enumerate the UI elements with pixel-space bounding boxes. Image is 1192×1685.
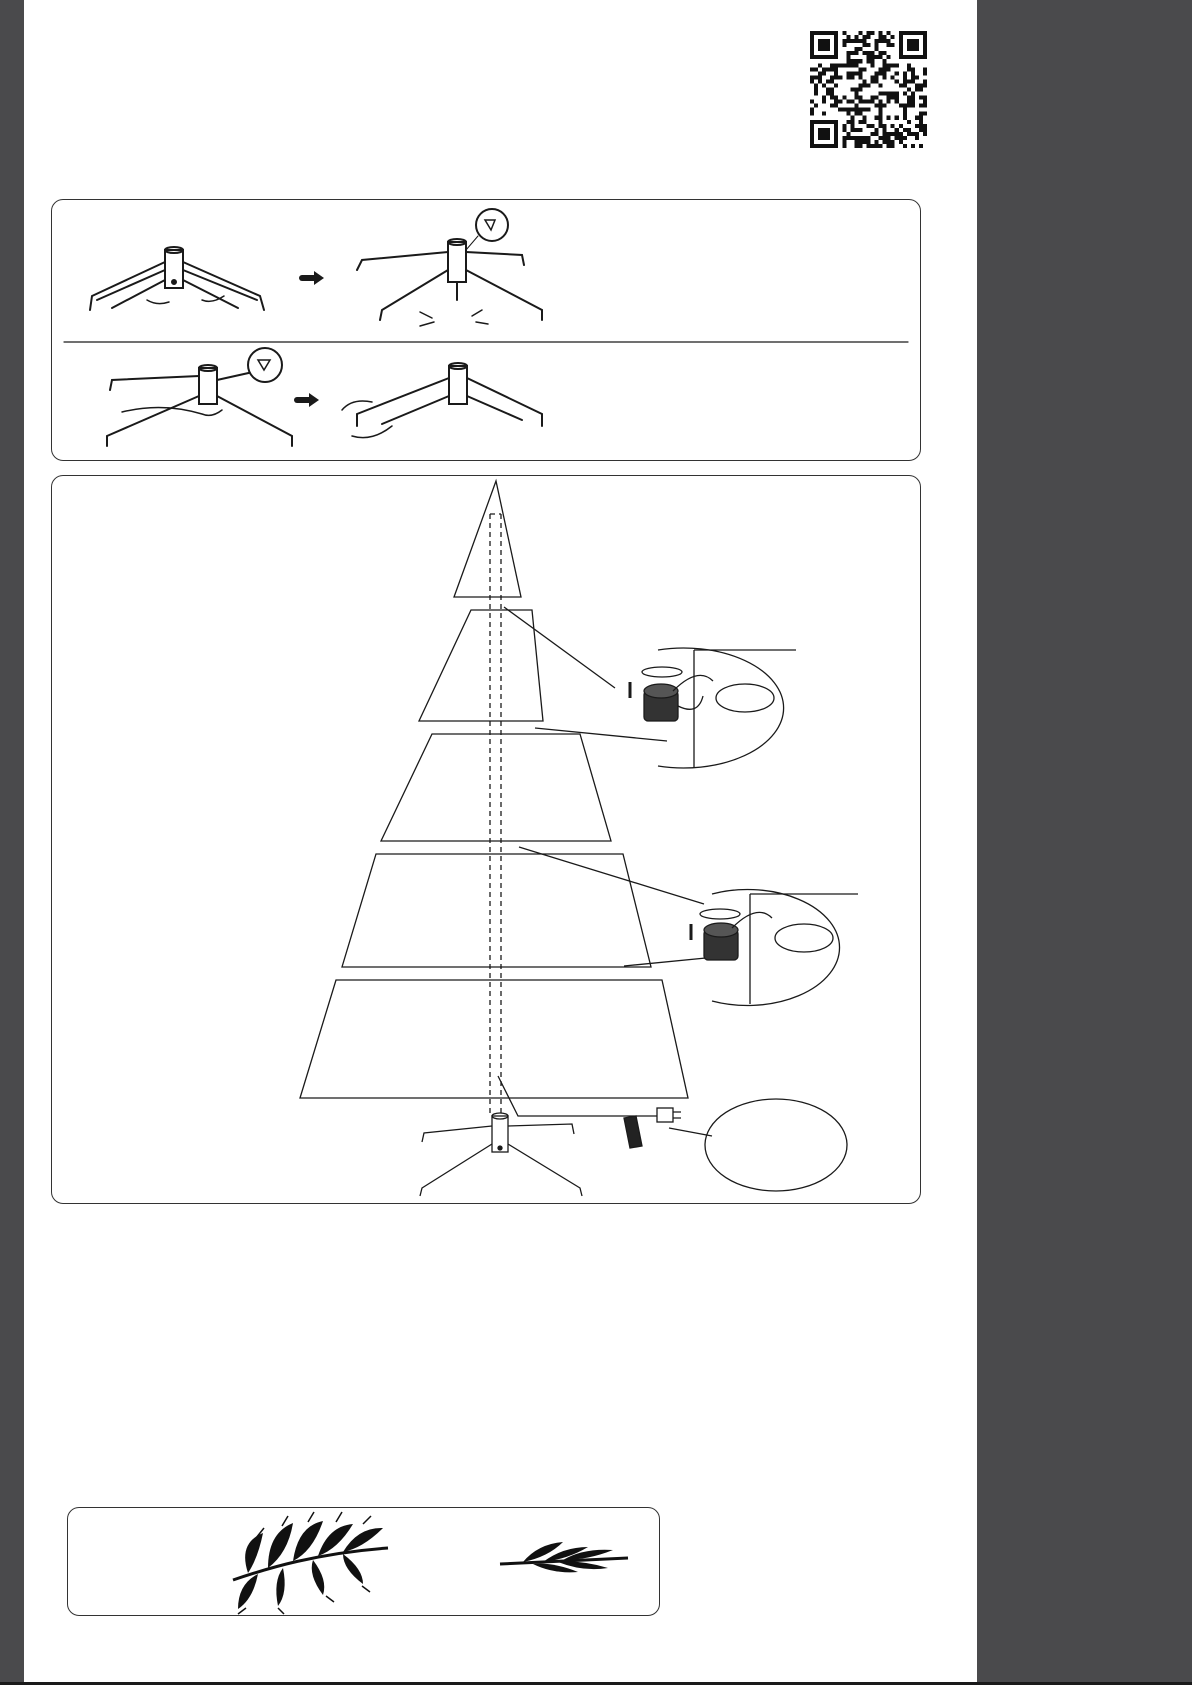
tree-assembly-illustration bbox=[52, 476, 920, 1203]
branch-shaping-illustration bbox=[68, 1508, 659, 1615]
connector-detail-1 bbox=[630, 648, 796, 768]
tree-section-2 bbox=[419, 610, 543, 721]
tree-base-stand bbox=[420, 1113, 582, 1196]
qr-code-icon[interactable] bbox=[810, 31, 927, 148]
folded-stand-drawing bbox=[90, 247, 264, 310]
manual-page bbox=[24, 0, 977, 1682]
tree-section-3 bbox=[381, 734, 611, 841]
opened-stand-drawing bbox=[357, 209, 542, 326]
fluffed-branch-icon bbox=[233, 1512, 388, 1614]
stand-locking-drawing bbox=[107, 348, 292, 446]
plug-callout-bubble bbox=[705, 1099, 847, 1191]
tree-assembly-panel bbox=[51, 475, 921, 1204]
stand-assembly-panel bbox=[51, 199, 921, 461]
stand-assembly-illustration bbox=[52, 200, 920, 460]
branch-shaping-panel bbox=[67, 1507, 660, 1616]
tree-section-5 bbox=[300, 980, 688, 1098]
stand-rotated-drawing bbox=[342, 363, 542, 438]
connector-detail-2 bbox=[691, 890, 858, 1006]
tree-section-4 bbox=[342, 854, 651, 967]
power-plug-icon bbox=[657, 1108, 673, 1122]
folded-branch-icon bbox=[500, 1542, 628, 1572]
tree-top-section bbox=[454, 481, 521, 597]
